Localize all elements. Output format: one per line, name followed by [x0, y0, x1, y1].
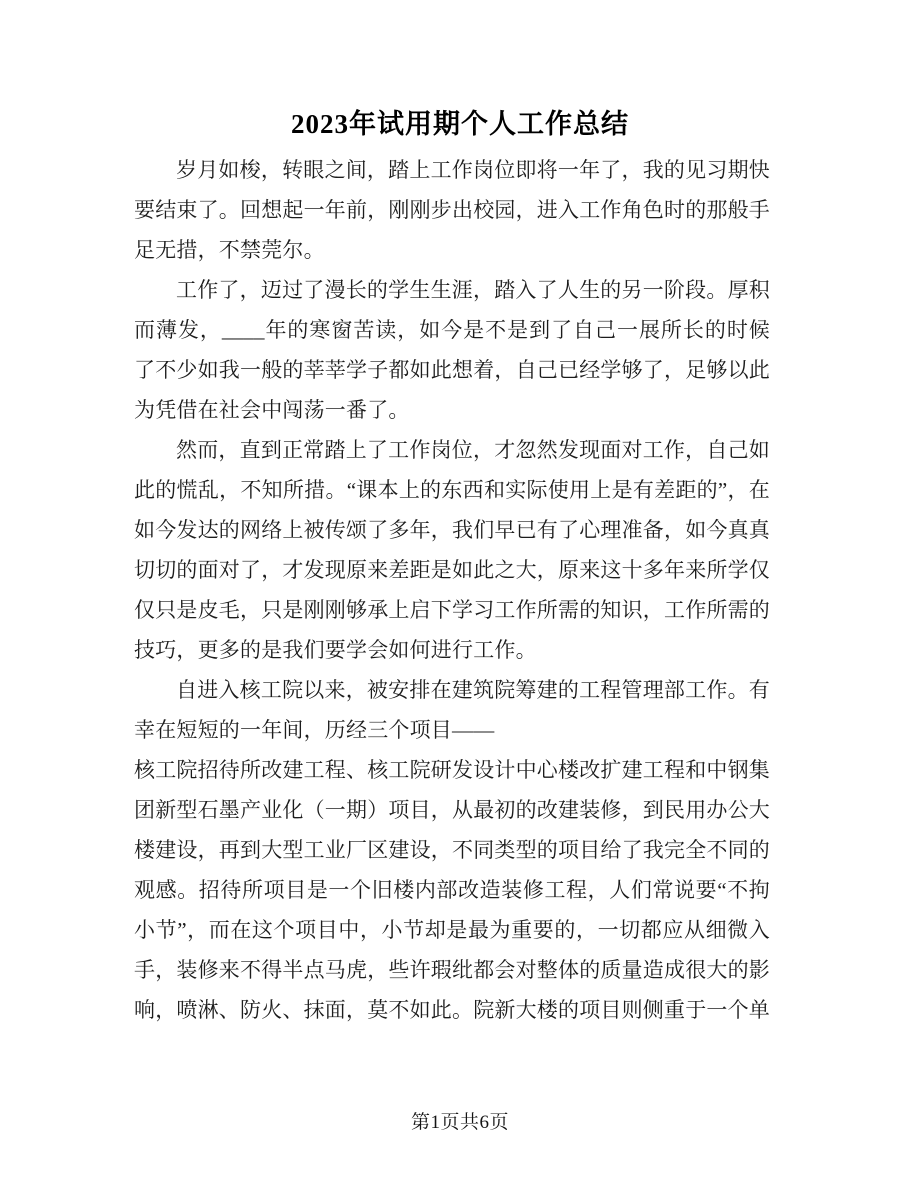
paragraph-intro: 岁月如梭，转眼之间，踏上工作岗位即将一年了，我的见习期快要结束了。回想起一年前，刚刚步出校园，进入工作角色时的那般手足无措，不禁莞尔。: [134, 158, 770, 262]
paragraph-project-details: 核工院招待所改建工程、核工院研发设计中心楼改扩建工程和中钢集团新型石墨产业化（一期）项目，从最初的改建装修，到民用办公大楼建设，再到大型工业厂区建设，不同类型的项目给了我完全不同的观感。招待所项目是一个旧楼内部改造装修工程，人们常说要“不拘小节”，而在这个项目中，小节却是最为重要的，一切都应从细微入手，装修来不得半点马虎，些许瑕纰都会对整体的质量造成很大的影响，喷淋、防火、抹面，莫不如此。院新大楼的项目则侧重于一个单: [134, 758, 770, 1022]
paragraph-reality-gap: 然而，直到正常踏上了工作岗位，才忽然发现面对工作，自己如此的慌乱，不知所措。“课本上的东西和实际使用上是有差距的”，在如今发达的网络上被传颂了多年，我们早已有了心理准备，如今真真切切的面对了，才发现原来差距是如此之大，原来这十多年来所学仅仅只是皮毛，只是刚刚够承上启下学习工作所需的知识，工作所需的技巧，更多的是我们要学会如何进行工作。: [134, 438, 770, 662]
document-title: 2023年试用期个人工作总结: [291, 109, 629, 139]
paragraph-three-projects-lead: 自进入核工院以来，被安排在建筑院筹建的工程管理部工作。有幸在短短的一年间，历经三个项目——: [134, 678, 770, 742]
paragraph-student-life: 工作了，迈过了漫长的学生生涯，踏入了人生的另一阶段。厚积而薄发，____年的寒窗苦读，如今是不是到了自己一展所长的时候了不少如我一般的莘莘学子都如此想着，自己已经学够了，足够以此为凭借在社会中闯荡一番了。: [134, 278, 770, 422]
page-number: 第1页共6页: [410, 1112, 509, 1133]
document-body: [134, 150, 770, 1030]
